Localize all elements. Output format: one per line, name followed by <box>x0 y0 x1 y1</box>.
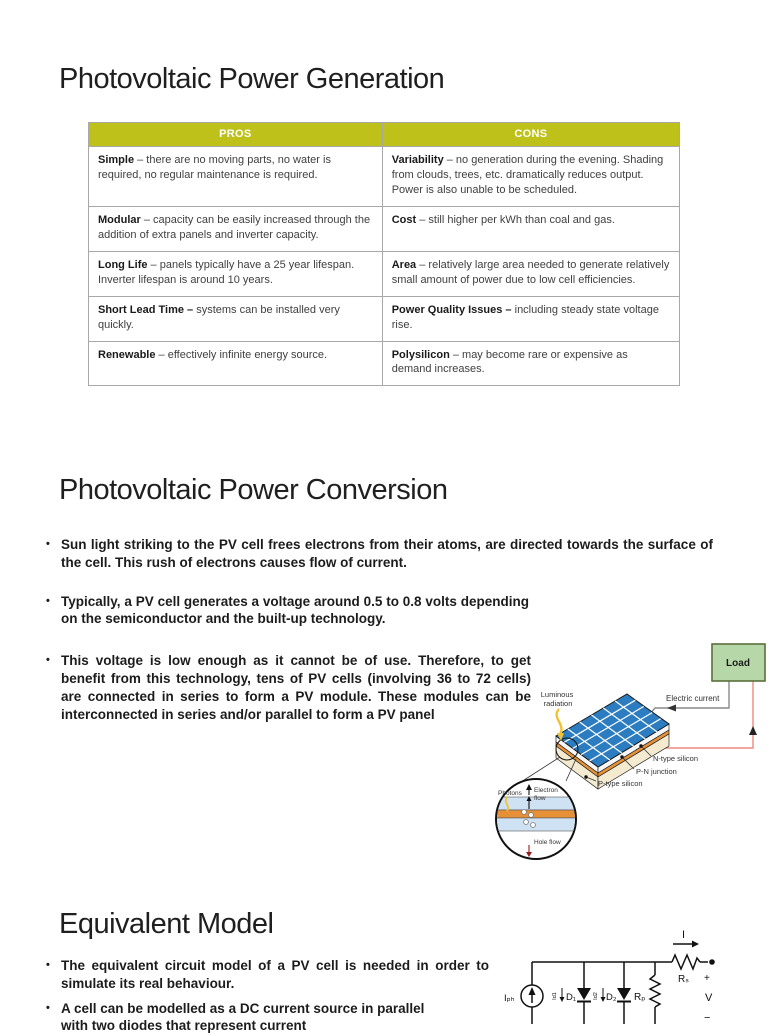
table-row <box>89 296 680 341</box>
pv-cell-diagram <box>490 630 768 880</box>
bullet-item: • Sun light striking to the PV cell frees electrons from their atoms, are directed towards the surface of the cell. This rush of electrons causes flow of current. <box>46 536 713 572</box>
table-row <box>89 341 680 386</box>
bullet-item: • A cell can be modelled as a DC current source in parallel with two diodes that represent current <box>46 1000 489 1025</box>
p-type-label: P-type silicon <box>598 779 643 788</box>
minus-label: − <box>704 1012 711 1024</box>
load-label: Load <box>726 658 750 669</box>
con-cell: Polysilicon – may become rare or expensive as demand increases. <box>382 341 679 386</box>
electric-current-label: Electric current <box>666 694 720 703</box>
clipped-line: with two diodes that represent current <box>61 1018 307 1034</box>
luminous-label-1: Luminous <box>540 690 574 699</box>
pro-cell: Long Life – panels typically have a 25 year lifespan. Inverter lifespan is around 10 years. <box>89 251 383 296</box>
table-row <box>89 146 680 206</box>
radiation-arrow <box>557 709 562 734</box>
d1-label: D₁ <box>566 992 577 1003</box>
slide3-bullets <box>46 957 489 1034</box>
current-arrowhead-left <box>667 705 676 712</box>
pro-cell: Short Lead Time – systems can be installed very quickly. <box>89 296 383 341</box>
diode2-symbol <box>617 988 631 1000</box>
table-header-row <box>89 123 680 147</box>
con-cell: Variability – no generation during the evening. Shading from clouds, trees, etc. dramatically reduces output. Power is also unable to be scheduled. <box>382 146 679 206</box>
pros-cons-table <box>88 122 680 386</box>
equivalent-circuit-diagram <box>490 920 768 1024</box>
iph-label: Iₚₕ <box>504 993 515 1004</box>
table-row <box>89 251 680 296</box>
rs-label: Rₛ <box>678 974 689 985</box>
pn-junction-label: P-N junction <box>636 767 677 776</box>
electron-flow-label-1: Electron <box>534 787 558 794</box>
pro-cell: Renewable – effectively infinite energy source. <box>89 341 383 386</box>
rp-label: Rₚ <box>634 992 646 1003</box>
con-cell: Cost – still higher per kWh than coal and gas. <box>382 206 679 251</box>
con-cell: Power Quality Issues – including steady state voltage rise. <box>382 296 679 341</box>
d2-label: D₂ <box>606 992 617 1003</box>
bullet-item: • The equivalent circuit model of a PV cell is needed in order to simulate its real behaviour. <box>46 957 489 993</box>
table-row <box>89 206 680 251</box>
pro-cell: Simple – there are no moving parts, no water is required, no regular maintenance is required. <box>89 146 383 206</box>
n-type-label: N-type silicon <box>653 754 699 763</box>
plus-label: + <box>704 973 710 984</box>
voltage-label: V <box>705 992 713 1004</box>
current-label: I <box>682 929 686 941</box>
slide1-title: Photovoltaic Power Generation <box>59 63 445 96</box>
slide3-title: Equivalent Model <box>59 908 274 941</box>
id1-label: Id1 <box>552 992 558 1000</box>
output-terminal <box>709 959 715 965</box>
pros-header: PROS <box>89 123 383 147</box>
photons-label: Photons <box>498 790 522 797</box>
pro-cell: Modular – capacity can be easily increased through the addition of extra panels and inverter capacity. <box>89 206 383 251</box>
slide2-title: Photovoltaic Power Conversion <box>59 474 448 507</box>
bullet-item: • Typically, a PV cell generates a voltage around 0.5 to 0.8 volts depending on the semiconductor and the built-up technology. <box>46 593 529 629</box>
id2-label: Id2 <box>593 992 599 1000</box>
cons-header: CONS <box>382 123 679 147</box>
diode1-symbol <box>577 988 591 1000</box>
current-arrowhead-up <box>749 726 757 735</box>
electron-flow-label-2: flow <box>534 795 546 802</box>
con-cell: Area – relatively large area needed to generate relatively small amount of power due to low cell efficiencies. <box>382 251 679 296</box>
luminous-label-2: radiation <box>543 699 573 708</box>
hole-flow-label: Hole flow <box>534 839 561 846</box>
bullet-item: • This voltage is low enough as it cannot be of use. Therefore, to get benefit from this technology, tens of PV cells (involving 36 to 72 cells) are connected in series to form a PV module. These modules can be interconnected in series and/or parallel to form a PV panel <box>46 652 531 723</box>
